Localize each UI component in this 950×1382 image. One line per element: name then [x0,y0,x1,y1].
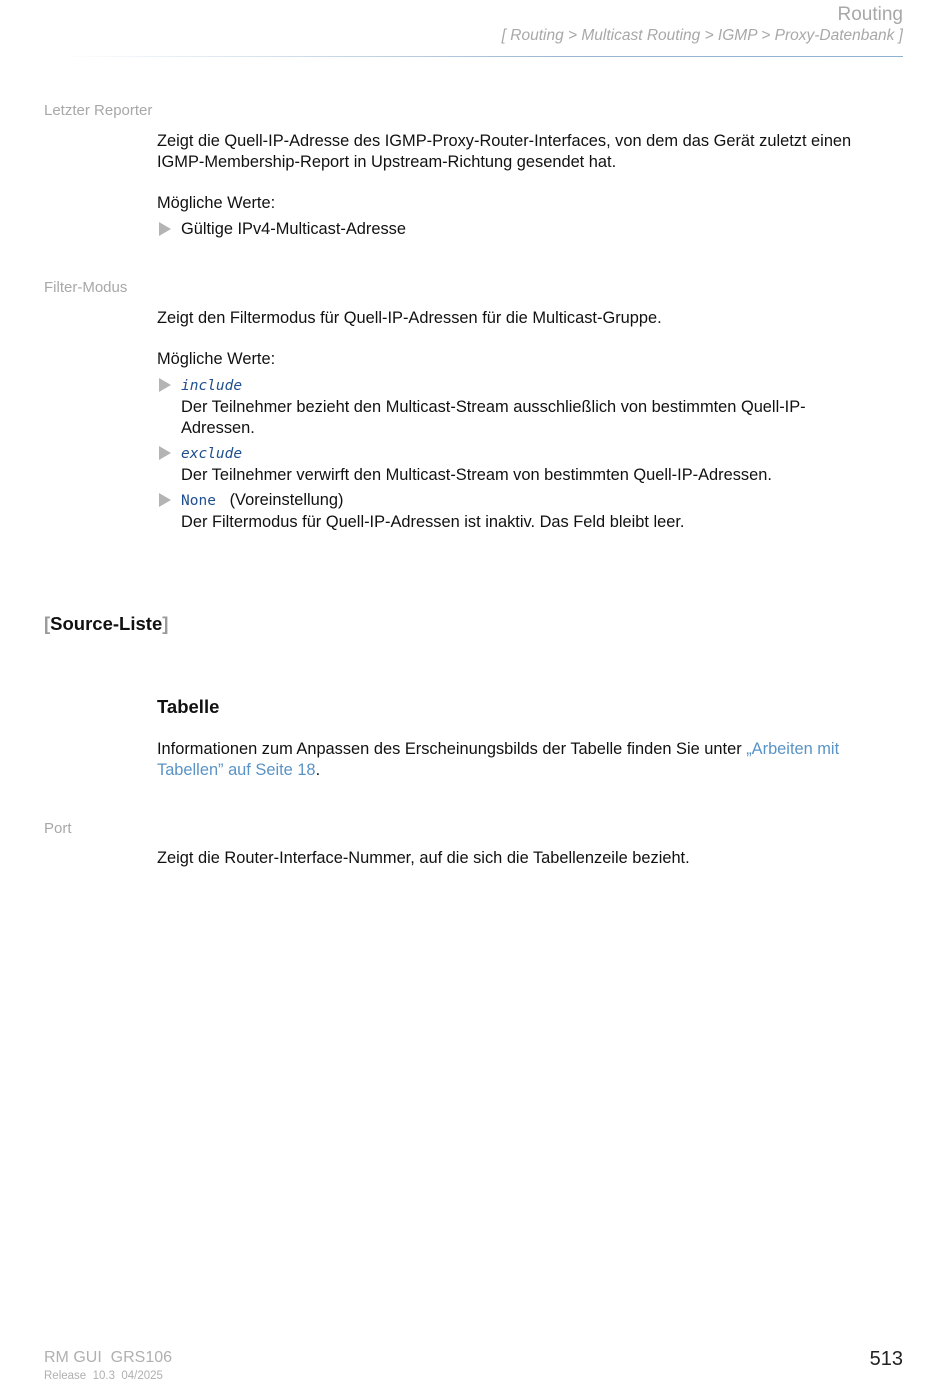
list-item-none [157,490,902,533]
field-label-letzter-reporter: Letzter Reporter [44,102,153,119]
footer-release: Release 10.3 04/2025 [44,1370,163,1382]
bullet-triangle-icon [159,222,171,236]
letzter-reporter-description [157,131,902,173]
default-marker: (Voreinstellung) [229,491,344,509]
footer-doc-title: RM GUI GRS106 [44,1349,173,1366]
code-include: include [181,378,243,394]
field-label-filter-modus: Filter-Modus [44,279,128,296]
text-span: Informationen zum Anpassen des Erscheinungsbilds der Tabelle finden Sie unter [157,740,747,758]
list-item-include [157,375,902,439]
section-title: Source-Liste [50,613,163,634]
field-label-port: Port [44,820,72,837]
bracket-close: ] [162,613,169,634]
list-item-text: Gültige IPv4-Multicast-Adresse [181,220,406,238]
list-item-text: Der Teilnehmer verwirft den Multicast-Stream von bestimmten Quell-IP-Adressen. [181,466,772,484]
list-item-text: Der Teilnehmer bezieht den Multicast-Stream ausschließlich von bestimmten Quell-IP- [181,398,806,416]
code-exclude: exclude [181,446,243,462]
link-arbeiten-mit-tabellen-cont[interactable]: Tabellen” auf Seite 18 [157,761,316,779]
description-line: Zeigt die Quell-IP-Adresse des IGMP-Proxy-Router-Interfaces, von dem das Gerät zuletzt einen [157,132,852,150]
filter-modus-description: Zeigt den Filtermodus für Quell-IP-Adressen für die Multicast-Gruppe. [157,309,662,327]
bullet-triangle-icon [159,446,171,460]
bullet-triangle-icon [159,378,171,392]
list-item-text: Der Filtermodus für Quell-IP-Adressen ist inaktiv. Das Feld bleibt leer. [181,513,685,531]
header-divider [60,56,903,57]
code-none: None [181,493,216,509]
link-arbeiten-mit-tabellen[interactable]: „Arbeiten mit [746,740,840,758]
section-heading-source-liste [44,613,168,635]
text-span: . [315,761,321,779]
list-item [157,219,902,240]
header-title: Routing [837,4,903,25]
list-item-text: Adressen. [181,419,255,437]
bracket-open: [ [44,613,51,634]
values-heading: Mögliche Werte: [157,194,276,212]
list-item-exclude [157,443,902,486]
tabelle-description [157,739,902,781]
breadcrumb: [ Routing > Multicast Routing > IGMP > Proxy-Datenbank ] [501,27,903,44]
port-description: Zeigt die Router-Interface-Nummer, auf die sich die Tabellenzeile bezieht. [157,849,690,867]
values-heading: Mögliche Werte: [157,350,276,368]
page-number: 513 [869,1348,903,1370]
subheading-tabelle: Tabelle [157,696,220,717]
description-line: IGMP-Membership-Report in Upstream-Richtung gesendet hat. [157,153,617,171]
bullet-triangle-icon [159,493,171,507]
